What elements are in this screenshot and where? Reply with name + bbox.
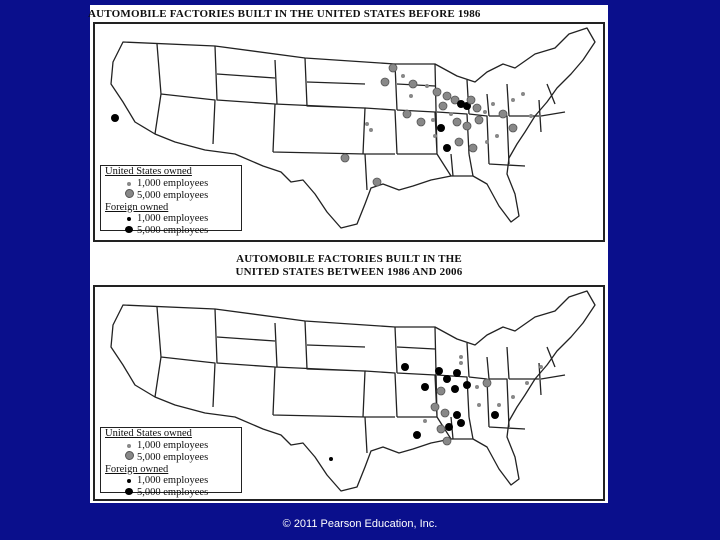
map-title-line2: UNITED STATES BETWEEN 1986 AND 2006 xyxy=(235,266,463,278)
us-owned-factory-marker xyxy=(373,178,381,186)
legend-us-large xyxy=(101,189,241,202)
us-owned-factory-marker xyxy=(455,138,463,146)
us-owned-factory-marker xyxy=(443,92,451,100)
black-large-dot-icon xyxy=(125,226,133,233)
us-owned-factory-marker xyxy=(453,118,461,126)
us-owned-factory-marker xyxy=(511,98,515,102)
copyright-text: © 2011 Pearson Education, Inc. xyxy=(282,518,438,530)
figure-panel xyxy=(90,5,608,503)
us-owned-factory-marker xyxy=(423,419,427,423)
gray-small-dot-icon xyxy=(127,182,131,186)
us-owned-factory-marker xyxy=(403,110,411,118)
foreign-owned-factory-marker xyxy=(463,381,471,389)
foreign-owned-factory-marker xyxy=(445,423,453,431)
foreign-owned-factory-marker xyxy=(421,383,429,391)
legend-label: 1,000 employees xyxy=(137,439,209,451)
us-owned-factory-marker xyxy=(459,361,463,365)
us-owned-factory-marker xyxy=(469,144,477,152)
us-owned-factory-marker xyxy=(389,64,397,72)
us-owned-factory-marker xyxy=(437,425,445,433)
us-owned-factory-marker xyxy=(499,110,507,118)
us-owned-factory-marker xyxy=(477,403,481,407)
legend-label: 5,000 employees xyxy=(137,451,209,463)
us-owned-factory-marker xyxy=(449,112,453,116)
foreign-owned-factory-marker xyxy=(451,385,459,393)
us-owned-factory-marker xyxy=(433,134,437,138)
map-title-1986-2006 xyxy=(90,253,608,279)
us-owned-factory-marker xyxy=(443,437,451,445)
legend-us-small xyxy=(101,440,241,452)
legend-foreign-large xyxy=(101,225,241,237)
us-owned-factory-marker xyxy=(475,116,483,124)
us-owned-factory-marker xyxy=(511,395,515,399)
us-owned-factory-marker xyxy=(431,118,435,122)
us-owned-factory-marker xyxy=(467,96,475,104)
black-large-dot-icon xyxy=(125,488,133,495)
us-owned-factory-marker xyxy=(485,140,489,144)
legend-label: 5,000 employees xyxy=(137,224,209,236)
gray-large-dot-icon xyxy=(125,189,134,198)
foreign-owned-factory-marker xyxy=(457,419,465,427)
gray-small-dot-icon xyxy=(127,444,131,448)
legend-label: 5,000 employees xyxy=(137,486,209,498)
us-owned-factory-marker xyxy=(529,114,533,118)
legend-label: 1,000 employees xyxy=(137,475,209,486)
legend-foreign-header: Foreign owned xyxy=(105,463,169,475)
foreign-owned-factory-marker xyxy=(437,124,445,132)
foreign-owned-factory-marker xyxy=(413,431,421,439)
us-owned-factory-marker xyxy=(401,74,405,78)
us-owned-factory-marker xyxy=(463,122,471,130)
foreign-owned-factory-marker xyxy=(453,369,461,377)
foreign-owned-factory-marker xyxy=(329,457,333,461)
us-owned-factory-marker xyxy=(483,110,487,114)
legend-us-large xyxy=(101,451,241,464)
legend-us-header: United States owned xyxy=(105,166,192,177)
map-title-before-1986 xyxy=(86,8,606,21)
us-owned-factory-marker xyxy=(483,379,491,387)
us-owned-factory-marker xyxy=(495,134,499,138)
map-title-line1: AUTOMOBILE FACTORIES BUILT IN THE xyxy=(236,253,462,265)
us-owned-factory-marker xyxy=(525,381,529,385)
us-owned-factory-marker xyxy=(365,122,369,126)
legend-1986-2006 xyxy=(100,427,242,498)
us-owned-factory-marker xyxy=(475,385,479,389)
foreign-owned-factory-marker xyxy=(401,363,409,371)
us-owned-factory-marker xyxy=(409,80,417,88)
foreign-owned-factory-marker xyxy=(435,367,443,375)
legend-us-small xyxy=(101,178,241,190)
us-owned-factory-marker xyxy=(409,94,413,98)
black-small-dot-icon xyxy=(127,217,131,221)
legend-label: 5,000 employees xyxy=(137,189,209,201)
us-owned-factory-marker xyxy=(381,78,389,86)
us-owned-factory-marker xyxy=(539,365,543,369)
legend-foreign-small xyxy=(101,213,241,225)
foreign-owned-factory-marker xyxy=(453,411,461,419)
legend-foreign-large xyxy=(101,487,241,499)
foreign-owned-factory-marker xyxy=(443,375,451,383)
us-owned-factory-marker xyxy=(521,92,525,96)
foreign-owned-factory-marker xyxy=(443,144,451,152)
map-title-text: AUTOMOBILE FACTORIES BUILT IN THE UNITED STATES BEFORE 1986 xyxy=(88,8,481,20)
us-owned-factory-marker xyxy=(497,403,501,407)
legend-foreign-header: Foreign owned xyxy=(105,201,169,213)
gray-large-dot-icon xyxy=(125,451,134,460)
us-owned-factory-marker xyxy=(431,403,439,411)
us-owned-factory-marker xyxy=(439,102,447,110)
legend-before-1986 xyxy=(100,165,242,236)
us-owned-factory-marker xyxy=(491,102,495,106)
us-owned-factory-marker xyxy=(425,84,429,88)
us-owned-factory-marker xyxy=(509,124,517,132)
us-owned-factory-marker xyxy=(417,118,425,126)
us-owned-factory-marker xyxy=(459,355,463,359)
foreign-owned-factory-marker xyxy=(111,114,119,122)
us-owned-factory-marker xyxy=(441,409,449,417)
foreign-owned-factory-marker xyxy=(491,411,499,419)
us-owned-factory-marker xyxy=(473,104,481,112)
legend-label: 1,000 employees xyxy=(137,213,209,224)
us-owned-factory-marker xyxy=(341,154,349,162)
legend-foreign-small xyxy=(101,475,241,487)
legend-us-header: United States owned xyxy=(105,428,192,439)
us-owned-factory-marker xyxy=(437,387,445,395)
us-owned-factory-marker xyxy=(433,88,441,96)
black-small-dot-icon xyxy=(127,479,131,483)
us-owned-factory-marker xyxy=(369,128,373,132)
legend-label: 1,000 employees xyxy=(137,177,209,189)
